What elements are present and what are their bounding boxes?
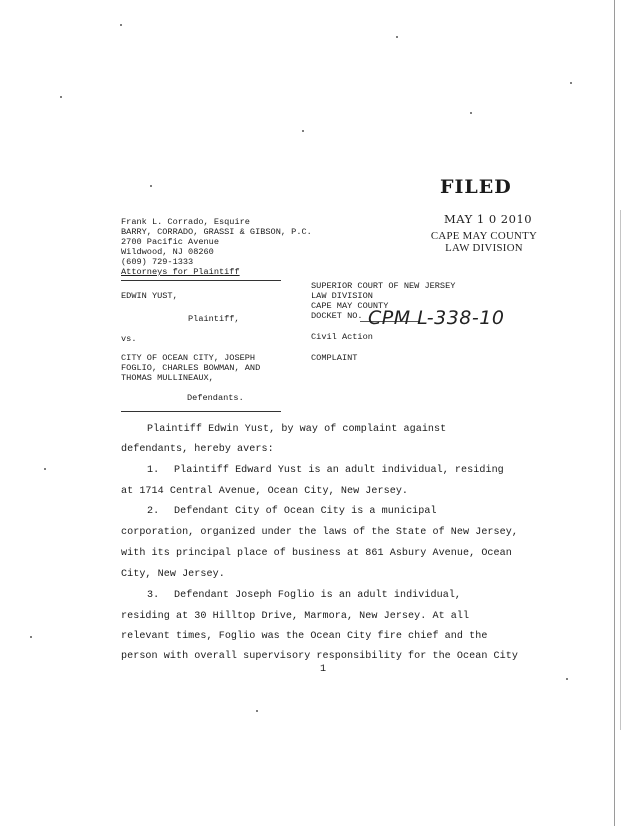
court-division: LAW DIVISION bbox=[311, 291, 373, 301]
scan-speck bbox=[30, 636, 32, 638]
defendants-line2: FOGLIO, CHARLES BOWMAN, AND bbox=[121, 363, 261, 373]
scan-speck bbox=[256, 710, 258, 712]
scan-speck bbox=[396, 36, 398, 38]
docket-label: DOCKET NO. bbox=[311, 311, 363, 321]
filed-division: LAW DIVISION bbox=[445, 242, 523, 254]
para2-line1: Defendant City of Ocean City is a municipal bbox=[174, 506, 437, 517]
scan-speck bbox=[60, 96, 62, 98]
attorney-address-line2: Wildwood, NJ 08260 bbox=[121, 247, 214, 257]
civil-action-label: Civil Action bbox=[311, 332, 373, 342]
complaint-title: COMPLAINT bbox=[311, 353, 358, 363]
attorney-rule bbox=[121, 280, 281, 281]
page-number: 1 bbox=[320, 664, 327, 675]
para3-line1: Defendant Joseph Foglio is an adult individual, bbox=[174, 590, 462, 601]
attorney-name: Frank L. Corrado, Esquire bbox=[121, 217, 250, 227]
attorney-firm: BARRY, CORRADO, GRASSI & GIBSON, P.C. bbox=[121, 227, 312, 237]
para1-number: 1. bbox=[147, 465, 160, 476]
para3-line4: person with overall supervisory responsibility for the Ocean City bbox=[121, 651, 518, 662]
scan-speck bbox=[120, 24, 122, 26]
para2-line3: with its principal place of business at 861 Asbury Avenue, Ocean bbox=[121, 548, 512, 559]
attorney-address-line1: 2700 Pacific Avenue bbox=[121, 237, 219, 247]
scan-speck bbox=[566, 678, 568, 680]
scan-speck bbox=[44, 468, 46, 470]
para2-line4: City, New Jersey. bbox=[121, 569, 225, 580]
filed-county: CAPE MAY COUNTY bbox=[430, 230, 538, 242]
para3-line2: residing at 30 Hilltop Drive, Marmora, New Jersey. At all bbox=[121, 611, 470, 622]
filed-date: MAY 1 0 2010 bbox=[444, 212, 533, 226]
filed-stamp: FILED bbox=[440, 176, 512, 198]
defendants-line1: CITY OF OCEAN CITY, JOSEPH bbox=[121, 353, 256, 363]
intro-line2: defendants, hereby avers: bbox=[121, 444, 274, 455]
defendants-label: Defendants. bbox=[187, 393, 244, 403]
court-name: SUPERIOR COURT OF NEW JERSEY bbox=[311, 281, 456, 291]
para2-line2: corporation, organized under the laws of the State of New Jersey, bbox=[121, 527, 518, 538]
scan-edge-line bbox=[614, 0, 615, 826]
defendants-line3: THOMAS MULLINEAUX, bbox=[121, 373, 214, 383]
attorney-role: Attorneys for Plaintiff bbox=[121, 267, 240, 277]
para1-line1: Plaintiff Edward Yust is an adult individual, residing bbox=[174, 465, 504, 476]
scan-edge-line-2 bbox=[620, 210, 621, 730]
scan-speck bbox=[470, 112, 472, 114]
docket-number-handwritten: CPM L-338-10 bbox=[368, 307, 505, 329]
para3-number: 3. bbox=[147, 590, 160, 601]
court-county: CAPE MAY COUNTY bbox=[311, 301, 389, 311]
para2-number: 2. bbox=[147, 506, 160, 517]
para3-line3: relevant times, Foglio was the Ocean City fire chief and the bbox=[121, 631, 488, 642]
scan-speck bbox=[302, 130, 304, 132]
plaintiff-name: EDWIN YUST, bbox=[121, 291, 178, 301]
versus-label: vs. bbox=[121, 334, 137, 344]
caption-rule bbox=[121, 411, 281, 412]
scan-speck bbox=[150, 185, 152, 187]
para1-line2: at 1714 Central Avenue, Ocean City, New Jersey. bbox=[121, 486, 409, 497]
attorney-phone: (609) 729-1333 bbox=[121, 257, 194, 267]
scan-speck bbox=[570, 82, 572, 84]
plaintiff-label: Plaintiff, bbox=[188, 314, 240, 324]
intro-line1: Plaintiff Edwin Yust, by way of complaint against bbox=[147, 424, 447, 435]
